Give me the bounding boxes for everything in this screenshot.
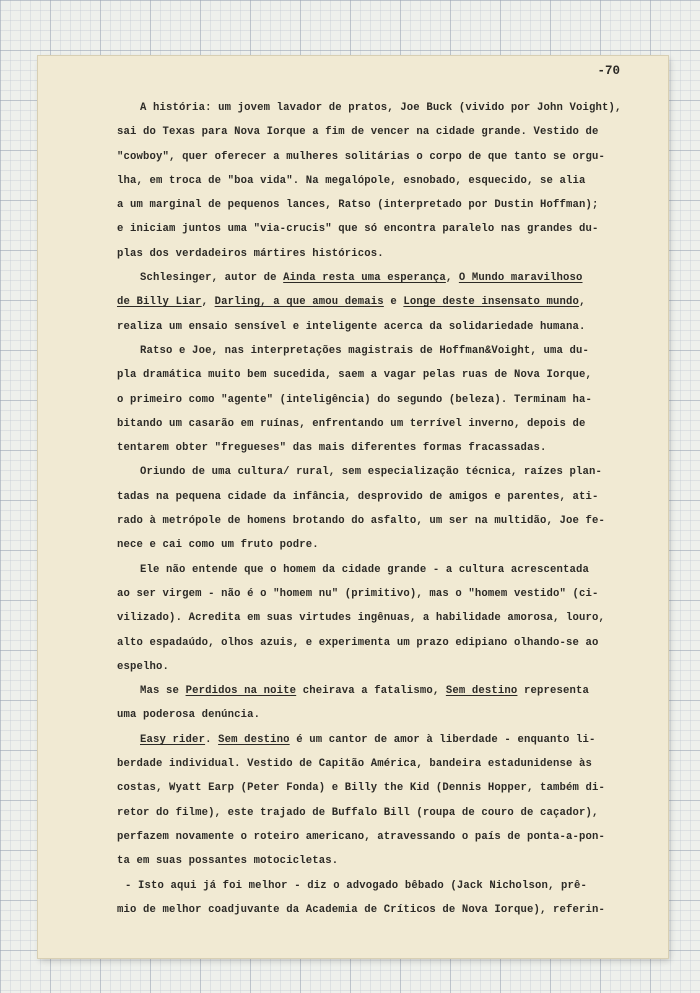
text-line bbox=[38, 217, 668, 241]
text-segment: tentarem obter "fregueses" das mais diferentes formas fracassadas. bbox=[117, 442, 547, 455]
text-segment: bitando um casarão em ruínas, enfrentando um terrível inverno, depois de bbox=[117, 417, 586, 430]
text-line bbox=[38, 193, 668, 217]
text-segment: perfazem novamente o roteiro americano, atravessando o país de ponta-a-pon- bbox=[117, 830, 606, 843]
text-line bbox=[38, 801, 668, 825]
body-text bbox=[38, 96, 668, 922]
text-segment: alto espadaúdo, olhos azuis, e experimenta um prazo edipiano olhando-se ao bbox=[117, 636, 599, 649]
text-line bbox=[38, 558, 668, 582]
text-segment: Schlesinger, autor de bbox=[140, 272, 284, 285]
text-segment: cheirava a fatalismo, bbox=[296, 685, 446, 698]
text-line bbox=[38, 898, 668, 922]
text-segment: Ele não entende que o homem da cidade grande - a cultura acrescentada bbox=[140, 563, 590, 576]
underlined-title: Longe deste insensato mundo bbox=[403, 296, 580, 309]
underlined-title: Darling, a que amou demais bbox=[214, 296, 384, 309]
underlined-title: Perdidos na noite bbox=[185, 685, 297, 698]
text-line bbox=[38, 849, 668, 873]
text-line bbox=[38, 290, 668, 314]
text-line bbox=[38, 145, 668, 169]
text-line bbox=[38, 169, 668, 193]
text-segment: . bbox=[205, 733, 219, 746]
text-segment: Mas se bbox=[140, 685, 186, 698]
text-line bbox=[38, 436, 668, 460]
text-segment: mio de melhor coadjuvante da Academia de Críticos de Nova Iorque), referin- bbox=[117, 903, 606, 916]
text-segment: costas, Wyatt Earp (Peter Fonda) e Billy the Kid (Dennis Hopper, também di- bbox=[117, 782, 606, 795]
text-segment: - Isto aqui já foi melhor - diz o advogado bêbado (Jack Nicholson, prê- bbox=[125, 879, 588, 892]
text-segment: sai do Texas para Nova Iorque a fim de vencer na cidade grande. Vestido de bbox=[117, 126, 599, 139]
text-line bbox=[38, 460, 668, 484]
text-line bbox=[38, 679, 668, 703]
text-segment: , bbox=[201, 296, 215, 309]
text-segment: realiza um ensaio sensível e inteligente acerca da solidariedade humana. bbox=[117, 320, 586, 333]
text-segment: A história: um jovem lavador de pratos, Joe Buck (vivido por John Voight), bbox=[140, 102, 622, 114]
underlined-title: Sem destino bbox=[445, 685, 518, 698]
underlined-title: Sem destino bbox=[218, 733, 290, 746]
text-segment: e iniciam juntos uma "via-crucis" que só encontra paralelo nas grandes du- bbox=[117, 223, 599, 236]
text-segment: "cowboy", quer oferecer a mulheres solitárias o corpo de que tanto se orgu- bbox=[117, 150, 606, 163]
text-segment: nece e cai como um fruto podre. bbox=[117, 539, 319, 552]
text-line bbox=[38, 606, 668, 630]
text-line bbox=[38, 703, 668, 727]
text-segment: , bbox=[579, 296, 586, 309]
text-line bbox=[38, 388, 668, 412]
text-line bbox=[38, 120, 668, 144]
text-line bbox=[38, 266, 668, 290]
text-segment: espelho. bbox=[117, 660, 170, 673]
text-line bbox=[38, 485, 668, 509]
text-line bbox=[38, 509, 668, 533]
text-segment: Oriundo de uma cultura/ rural, sem especialização técnica, raízes plan- bbox=[140, 466, 603, 479]
text-line bbox=[38, 412, 668, 436]
text-line bbox=[38, 825, 668, 849]
typewritten-page bbox=[38, 56, 668, 958]
text-line bbox=[38, 655, 668, 679]
text-segment: representa bbox=[517, 685, 590, 698]
text-segment: ta em suas possantes motocicletas. bbox=[117, 855, 339, 868]
text-segment: o primeiro como "agente" (inteligência) do segundo (beleza). Terminam ha- bbox=[117, 393, 593, 406]
text-segment: plas dos verdadeiros mártires históricos. bbox=[117, 247, 384, 260]
text-segment: é um cantor de amor à liberdade - enquanto li- bbox=[289, 733, 596, 746]
text-segment: vilizado). Acredita em suas virtudes ingênuas, a habilidade amorosa, louro, bbox=[117, 612, 606, 625]
text-segment: , bbox=[445, 272, 459, 285]
text-segment: uma poderosa denúncia. bbox=[117, 709, 261, 722]
text-line bbox=[38, 242, 668, 266]
text-line bbox=[38, 582, 668, 606]
text-segment: berdade individual. Vestido de Capitão América, bandeira estadunidense às bbox=[117, 758, 593, 771]
text-segment: retor do filme), este trajado de Buffalo Bill (roupa de couro de caçador), bbox=[117, 806, 599, 819]
text-line bbox=[38, 776, 668, 800]
text-line bbox=[38, 533, 668, 557]
text-line bbox=[38, 752, 668, 776]
text-line bbox=[38, 728, 668, 752]
underlined-title: O Mundo maravilhoso bbox=[458, 272, 583, 285]
text-line bbox=[38, 339, 668, 363]
text-segment: lha, em troca de "boa vida". Na megalópole, esnobado, esquecido, se alia bbox=[117, 174, 586, 187]
text-line bbox=[38, 315, 668, 339]
text-segment: tadas na pequena cidade da infância, desprovido de amigos e parentes, ati- bbox=[117, 490, 599, 503]
underlined-title: Easy rider bbox=[140, 733, 206, 746]
text-line bbox=[38, 363, 668, 387]
text-segment: ao ser virgem - não é o "homem nu" (primitivo), mas o "homem vestido" (ci- bbox=[117, 587, 599, 600]
text-line bbox=[38, 631, 668, 655]
text-line bbox=[38, 874, 668, 898]
text-segment: a um marginal de pequenos lances, Ratso (interpretado por Dustin Hoffman); bbox=[117, 199, 599, 212]
text-segment: e bbox=[383, 296, 404, 309]
underlined-title: Ainda resta uma esperança bbox=[283, 272, 446, 285]
text-segment: rado à metrópole de homens brotando do asfalto, um ser na multidão, Joe fe- bbox=[117, 515, 606, 528]
text-line bbox=[38, 96, 668, 120]
text-segment: Ratso e Joe, nas interpretações magistrais de Hoffman&Voight, uma du- bbox=[140, 344, 590, 357]
underlined-title: de Billy Liar bbox=[117, 296, 202, 309]
page-number: -70 bbox=[597, 64, 620, 78]
text-segment: pla dramática muito bem sucedida, saem a vagar pelas ruas de Nova Iorque, bbox=[117, 369, 593, 382]
